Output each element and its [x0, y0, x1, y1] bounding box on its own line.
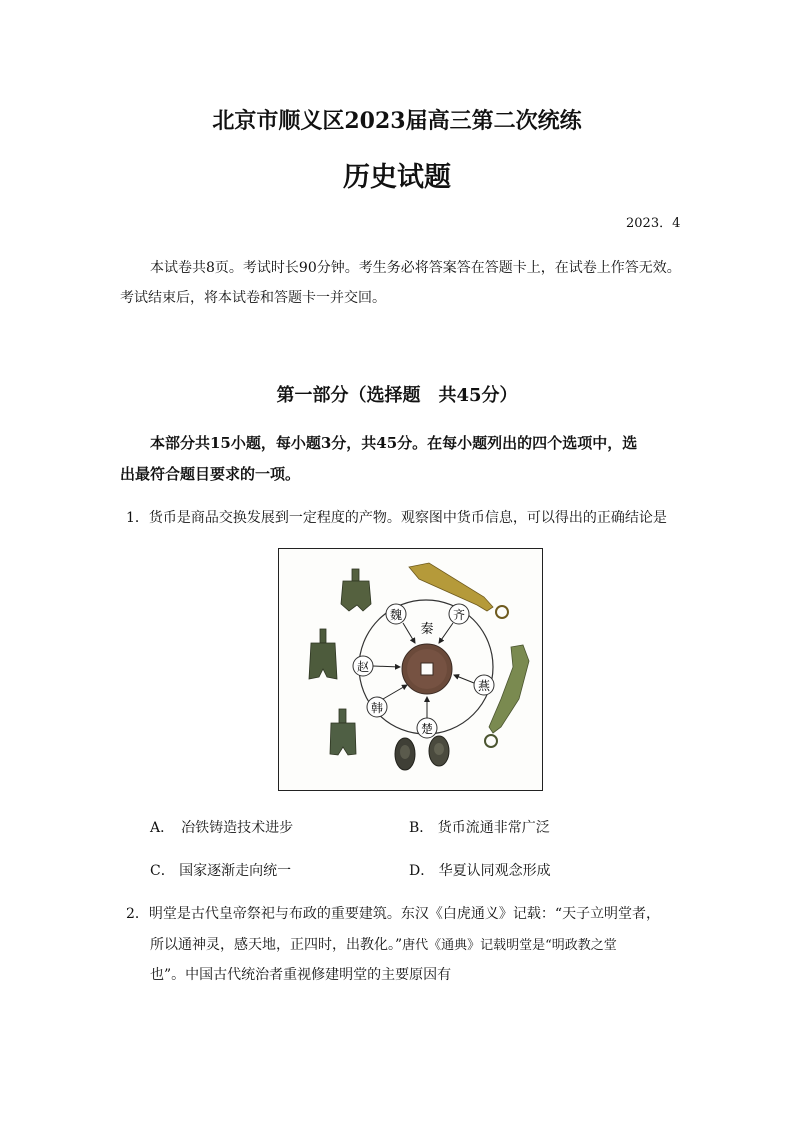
state-label-chu: 楚: [420, 722, 434, 736]
currency-diagram: [279, 549, 541, 789]
subject-title: 历史试题: [343, 162, 451, 193]
question-2-line-2-main: 所以通神灵，感天地，正四时，出教化。”: [150, 937, 403, 953]
question-1-option-d[interactable]: D． 华夏认同观念形成: [409, 863, 551, 879]
state-node-zhao: [353, 656, 373, 676]
knife-coin-2: [485, 645, 529, 747]
question-1-option-b[interactable]: B． 货币流通非常广泛: [409, 820, 550, 836]
question-1-option-a[interactable]: A． 冶铁铸造技术进步: [150, 820, 294, 836]
question-2-line-2-small: 唐代《通典》记载明堂是“明政教之堂: [402, 938, 617, 953]
exam-date: 2023．4: [626, 216, 681, 231]
arrow-wei: [403, 623, 415, 643]
intro-line-1: 本试卷共8页。考试时长90分钟。考生务必将答案答在答题卡上，在试卷上作答无效。: [150, 260, 681, 276]
state-label-qi: 齐: [452, 608, 466, 622]
arrow-qi: [439, 623, 453, 643]
qin-ban-liang-coin: [402, 644, 452, 694]
section-title: 第一部分（选择题 共45分）: [276, 385, 518, 406]
section-instruction-1: 本部分共15小题，每小题3分，共45分。在每小题列出的四个选项中，选: [150, 434, 638, 452]
state-label-wei: 魏: [389, 608, 403, 622]
arrow-han: [383, 685, 407, 699]
question-1-stem: 1．货币是商品交换发展到一定程度的产物。观察图中货币信息，可以得出的正确结论是: [126, 510, 667, 526]
state-node-wei: [386, 604, 406, 624]
ant-nose-coin-1: [395, 738, 415, 770]
state-node-qi: [449, 604, 469, 624]
state-label-yan: 燕: [477, 679, 491, 693]
spade-coin-3: [330, 709, 356, 755]
section-instruction-2: 出最符合题目要求的一项。: [120, 465, 301, 483]
state-node-chu: [417, 718, 437, 738]
arrow-zhao: [373, 666, 400, 667]
ant-nose-coin-2: [429, 736, 449, 766]
currency-figure: [278, 548, 543, 791]
spade-coin-1: [341, 569, 371, 611]
center-state-label: 秦: [420, 622, 434, 637]
exam-title: 北京市顺义区2023届高三第二次统练: [212, 108, 582, 134]
state-label-han: 韩: [370, 701, 384, 715]
state-node-han: [367, 697, 387, 717]
spade-coin-2: [309, 629, 337, 679]
question-2-line-3: 也”。中国古代统治者重视修建明堂的主要原因有: [150, 967, 452, 983]
arrow-yan: [454, 675, 474, 683]
question-2-line-1: 2．明堂是古代皇帝祭祀与布政的重要建筑。东汉《白虎通义》记载：“天子立明堂者，: [126, 906, 661, 922]
question-1-option-c[interactable]: C． 国家逐渐走向统一: [150, 863, 292, 879]
question-2-line-2: [150, 935, 617, 956]
state-label-zhao: 赵: [356, 660, 370, 674]
state-node-yan: [474, 675, 494, 695]
intro-line-2: 考试结束后，将本试卷和答题卡一并交回。: [120, 290, 386, 306]
